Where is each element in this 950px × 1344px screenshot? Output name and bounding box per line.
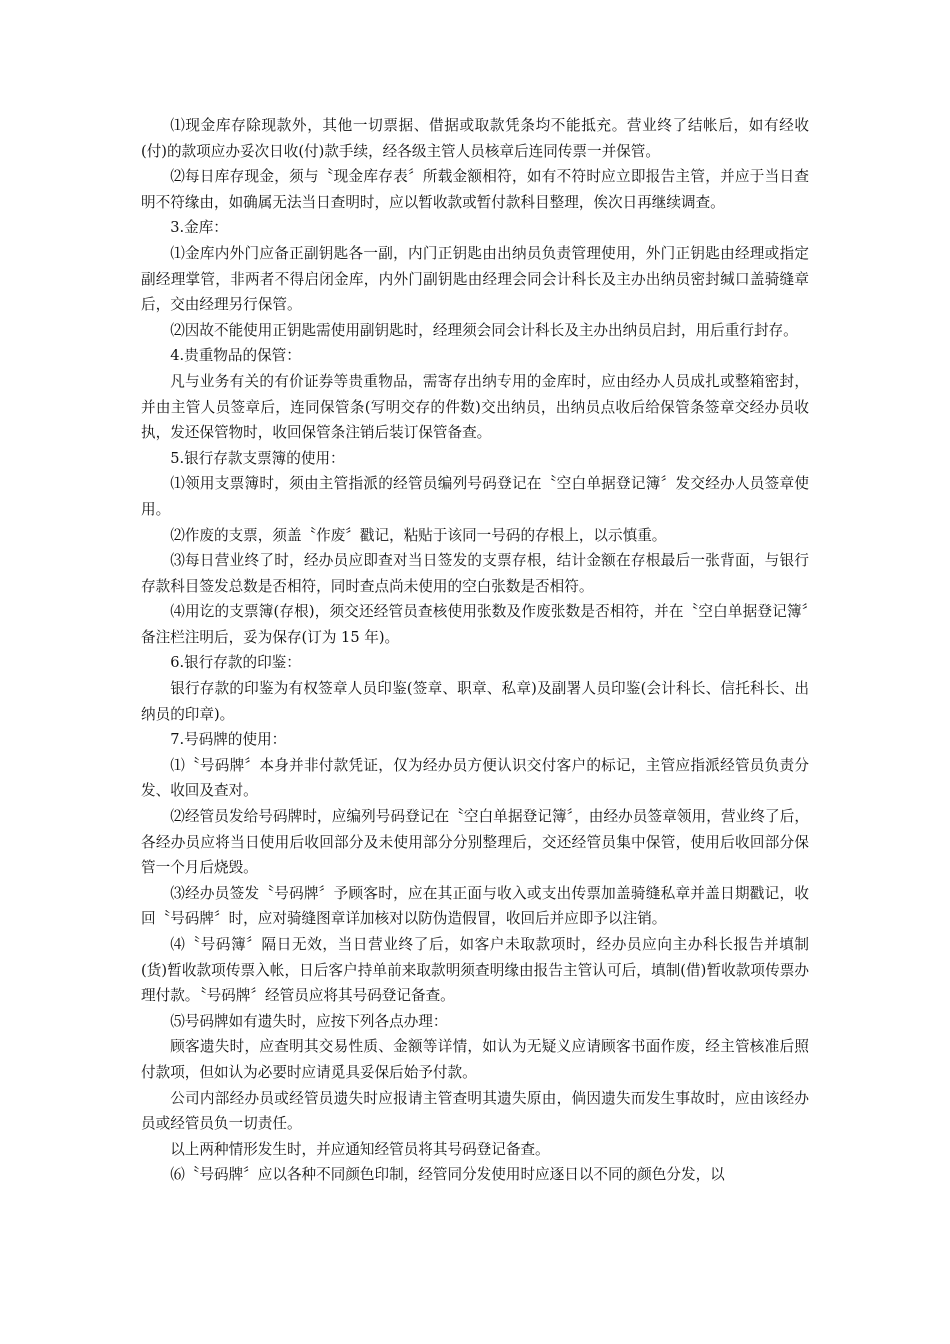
paragraph: 以上两种情形发生时，并应通知经管员将其号码登记备查。 (170, 1140, 550, 1158)
paragraph: ⑶每日营业终了时，经办员应即查对当日签发的支票存根，结计金额在存根最后一张背面，与银行存款科目签发总数是否相符，同时查点尚未使用的空白张数是否相符。 (141, 552, 809, 595)
section-heading: 5.银行存款支票簿的使用： (170, 449, 345, 467)
section-heading: 6.银行存款的印鉴： (170, 654, 301, 672)
document-body (141, 113, 809, 1188)
paragraph: ⑵作废的支票，须盖〝作废〞戳记，粘贴于该同一号码的存根上，以示慎重。 (170, 526, 667, 544)
paragraph: ⑴领用支票簿时，须由主管指派的经管员编列号码登记在〝空白单据登记簿〞发交经办人员签章使用。 (141, 475, 809, 518)
paragraph: 凡与业务有关的有价证券等贵重物品，需寄存出纳专用的金库时，应由经办人员成扎或整箱密封，并由主管人员签章后，连同保管条(写明交存的件数)交出纳员，出纳员点收后给保管条签章交经办员收执，发还保管物时，收回保管条注销后装订保管备查。 (141, 372, 809, 442)
paragraph: ⑷〝号码簿〞隔日无效，当日营业终了后，如客户未取款项时，经办员应向主办科长报告并填制(货)暂收款项传票入帐，日后客户持单前来取款明须查明缘由报告主管认可后，填制(借)暂收款项传票办理付款。〝号码牌〞经管员应将其号码登记备查。 (141, 936, 809, 1005)
section-heading: 4.贵重物品的保管： (170, 347, 301, 365)
paragraph: 公司内部经办员或经管员遗失时应报请主管查明其遗失原由，倘因遗失而发生事故时，应由该经办员或经管员负一切责任。 (141, 1089, 809, 1133)
section-heading: 7.号码牌的使用： (170, 731, 287, 749)
paragraph: ⑵每日库存现金，须与〝现金库存表〞所载金额相符，如有不符时应立即报告主管，并应于当日查明不符缘由，如确属无法当日查明时，应以暂收款或暂付款科目整理，俟次日再继续调查。 (141, 168, 809, 211)
paragraph: ⑴〝号码牌〞本身并非付款凭证，仅为经办员方便认识交付客户的标记，主管应指派经管员负责分发、收回及查对。 (141, 756, 809, 800)
paragraph: ⑵经管员发给号码牌时，应编列号码登记在〝空白单据登记簿〞，由经办员签章领用，营业终了后，各经办员应将当日使用后收回部分及未使用部分分别整理后，交还经管员集中保管，使用后收回部分保管一个月后烧毁。 (141, 808, 809, 877)
paragraph: ⑸号码牌如有遗失时，应按下列各点办理： (170, 1012, 448, 1030)
paragraph: 银行存款的印鉴为有权签章人员印鉴(签章、职章、私章)及副署人员印鉴(会计科长、信托科长、出纳员的印章)。 (141, 680, 809, 723)
paragraph: ⑵因故不能使用正钥匙需使用副钥匙时，经理须会同会计科长及主办出纳员启封，用后重行封存。 (170, 321, 798, 339)
paragraph: ⑴金库内外门应备正副钥匙各一副，内门正钥匙由出纳员负责管理使用，外门正钥匙由经理或指定副经理掌管，非两者不得启闭金库，内外门副钥匙由经理会同会计科长及主办出纳员密封缄口盖骑缝章后，交由经理另行保管。 (141, 244, 809, 314)
paragraph: ⑷用讫的支票簿(存根)，须交还经管员查核使用张数及作废张数是否相符，并在〝空白单据登记簿〞备注栏注明后，妥为保存(订为 15 年)。 (141, 603, 809, 646)
section-heading: 3.金库： (170, 219, 228, 237)
paragraph: ⑹〝号码牌〞应以各种不同颜色印制，经管同分发使用时应逐日以不同的颜色分发，以 (170, 1166, 725, 1184)
paragraph: 顾客遗失时，应查明其交易性质、金额等详情，如认为无疑义应请顾客书面作废，经主管核准后照付款项，但如认为必要时应请觅具妥保后始予付款。 (141, 1038, 809, 1081)
paragraph: ⑶经办员签发〝号码牌〞予顾客时，应在其正面与收入或支出传票加盖骑缝私章并盖日期戳记，收回〝号码牌〞时，应对骑缝图章详加核对以防伪造假冒，收回后并应即予以注销。 (141, 884, 809, 928)
paragraph: ⑴现金库存除现款外，其他一切票据、借据或取款凭条均不能抵充。营业终了结帐后，如有经收(付)的款项应办妥次日收(付)款手续，经各级主管人员核章后连同传票一并保管。 (141, 117, 809, 160)
